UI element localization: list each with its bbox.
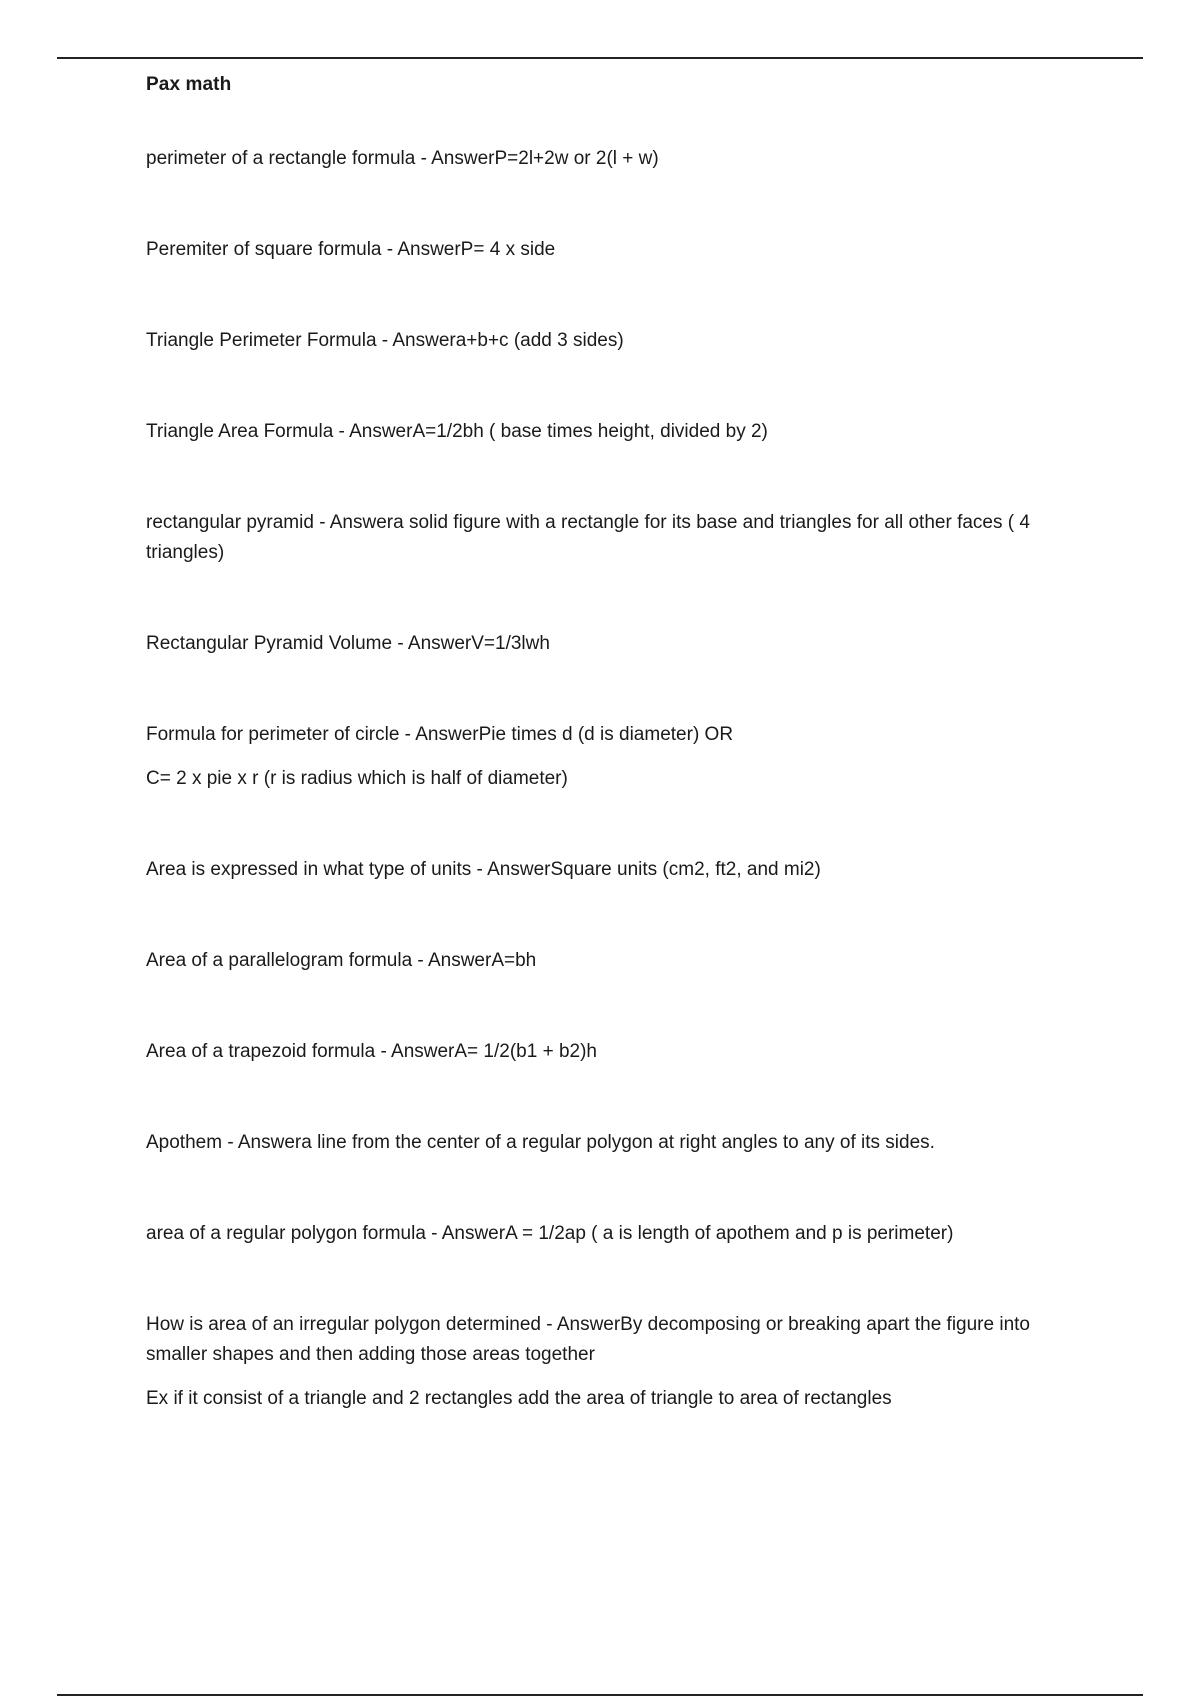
header-rule bbox=[57, 57, 1143, 59]
entry-text: area of a regular polygon formula - AnswerA = 1/2ap ( a is length of apothem and p is perimeter) bbox=[146, 1223, 954, 1244]
qa-entry bbox=[146, 417, 1076, 447]
entry-text: Ex if it consist of a triangle and 2 rectangles add the area of triangle to area of rectangles bbox=[146, 1388, 892, 1409]
entry-text: Formula for perimeter of circle - AnswerPie times d (d is diameter) OR bbox=[146, 724, 734, 745]
qa-entry bbox=[146, 946, 1076, 976]
footer-rule bbox=[57, 1694, 1143, 1696]
qa-entry bbox=[146, 720, 1076, 794]
entry-text: Rectangular Pyramid Volume - AnswerV=1/3lwh bbox=[146, 633, 550, 654]
entry-text: rectangular pyramid - Answera solid figure with a rectangle for its base and triangles for all other faces ( 4 triangles) bbox=[146, 512, 1030, 563]
entry-text: Peremiter of square formula - AnswerP= 4 x side bbox=[146, 239, 556, 260]
entry-text: Triangle Area Formula - AnswerA=1/2bh ( base times height, divided by 2) bbox=[146, 421, 768, 442]
qa-entry bbox=[146, 1128, 1076, 1158]
entry-text: Area is expressed in what type of units - AnswerSquare units (cm2, ft2, and mi2) bbox=[146, 859, 821, 880]
qa-entry bbox=[146, 629, 1076, 659]
page-title: Pax math bbox=[146, 74, 232, 95]
qa-entry bbox=[146, 508, 1076, 568]
qa-entry bbox=[146, 144, 1076, 174]
entry-text: Area of a parallelogram formula - AnswerA=bh bbox=[146, 950, 537, 971]
entry-text: Triangle Perimeter Formula - Answera+b+c (add 3 sides) bbox=[146, 330, 624, 351]
qa-entry bbox=[146, 235, 1076, 265]
qa-entry bbox=[146, 1037, 1076, 1067]
entry-text: Area of a trapezoid formula - AnswerA= 1/2(b1 + b2)h bbox=[146, 1041, 597, 1062]
entry-text: perimeter of a rectangle formula - AnswerP=2l+2w or 2(l + w) bbox=[146, 148, 659, 169]
qa-entry bbox=[146, 1310, 1076, 1414]
qa-entry bbox=[146, 1219, 1076, 1249]
entry-text: C= 2 x pie x r (r is radius which is half of diameter) bbox=[146, 768, 568, 789]
qa-entry bbox=[146, 855, 1076, 885]
qa-entry bbox=[146, 326, 1076, 356]
entry-text: How is area of an irregular polygon determined - AnswerBy decomposing or breaking apart the figure into smaller shapes and then adding those areas together bbox=[146, 1314, 1030, 1365]
entry-text: Apothem - Answera line from the center of a regular polygon at right angles to any of its sides. bbox=[146, 1132, 935, 1153]
